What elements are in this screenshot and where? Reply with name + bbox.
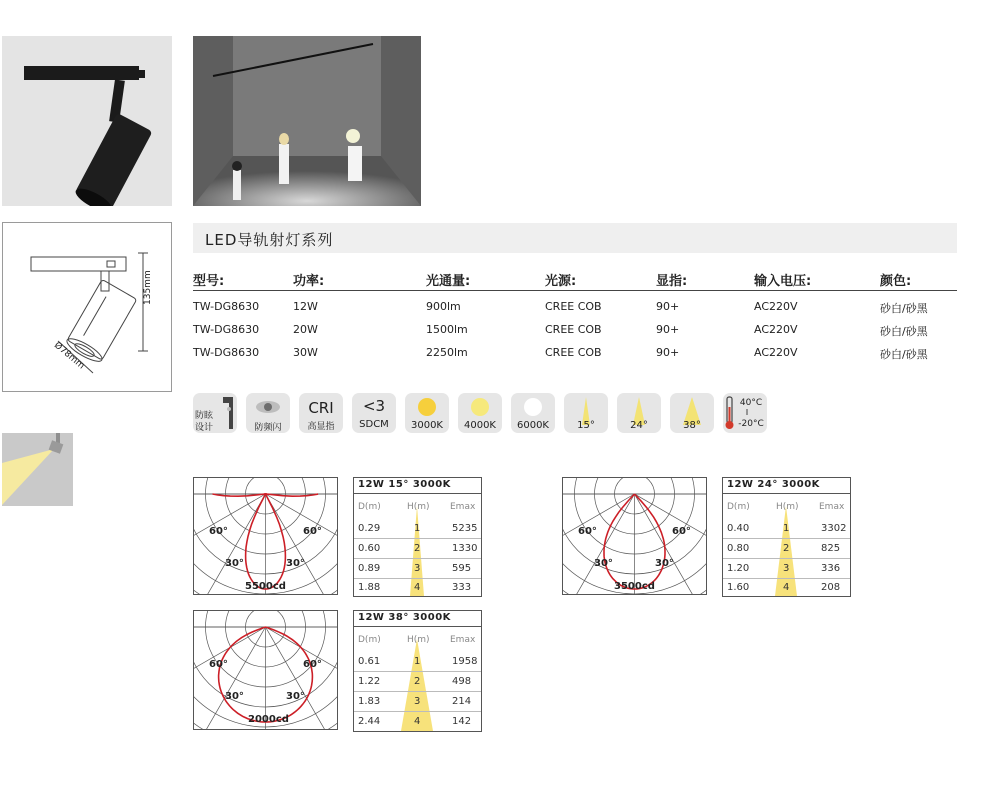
table-cell: 825 (821, 543, 841, 554)
header-color: 颜色: (880, 274, 912, 289)
cct-4000k-label: 4000K (463, 420, 496, 431)
table-cell: 336 (821, 563, 841, 574)
track-spotlight-image (2, 36, 172, 206)
table-cell: 2 (783, 543, 790, 554)
polar-chart-15 (193, 477, 338, 595)
angle-label: 60° (303, 526, 322, 537)
cct-3000k-label: 3000K (410, 420, 443, 431)
cri-subtitle: 高显指 (307, 422, 335, 432)
table-rule (354, 691, 481, 692)
table-cell: 1958 (452, 656, 478, 667)
spec-divider (193, 290, 957, 291)
photometric-table-24 (722, 477, 851, 597)
cell-cri: 90+ (656, 323, 680, 336)
header-model: 型号: (193, 274, 225, 289)
cell-source: CREE COB (545, 346, 602, 359)
temp-high-label: 40°C (739, 398, 763, 408)
table-rule (723, 578, 850, 579)
angle-label: 30° (594, 558, 613, 569)
cell-source: CREE COB (545, 300, 602, 313)
header-power: 功率: (293, 274, 325, 289)
beam-15-label: 15° (577, 420, 595, 431)
column-header: Emax (450, 502, 476, 512)
beam-15-badge (564, 393, 608, 433)
photometric-title: 12W 38° 3000K (358, 612, 451, 623)
photometric-title: 12W 24° 3000K (727, 479, 820, 490)
column-header: D(m) (727, 502, 750, 512)
temperature-badge (723, 393, 767, 433)
photometric-table-15 (353, 477, 482, 597)
header-cri: 显指: (656, 274, 688, 289)
series-title-bar (193, 223, 957, 253)
header-source: 光源: (545, 274, 577, 289)
table-rule (354, 558, 481, 559)
light-beam-image (2, 433, 73, 506)
table-cell: 1 (414, 656, 421, 667)
cell-cri: 90+ (656, 300, 680, 313)
table-cell: 5235 (452, 523, 478, 534)
table-cell: 0.29 (358, 523, 381, 534)
table-cell: 208 (821, 582, 841, 593)
cell-lumen: 1500lm (426, 323, 468, 336)
column-header: Emax (819, 502, 845, 512)
peak-intensity-label: 3500cd (614, 581, 655, 592)
cell-power: 20W (293, 323, 318, 336)
header-voltage: 输入电压: (754, 274, 812, 289)
cct-6000k-label: 6000K (516, 420, 549, 431)
table-cell: 1.20 (727, 563, 750, 574)
cct-3000k-badge (405, 393, 449, 433)
column-header: D(m) (358, 502, 381, 512)
angle-label: 60° (578, 526, 597, 537)
photometric-table-38 (353, 610, 482, 732)
dimension-sketch (3, 223, 171, 391)
cell-color: 砂白/砂黑 (880, 325, 928, 338)
cell-voltage: AC220V (754, 323, 798, 336)
table-cell: 1.83 (358, 696, 381, 707)
table-rule (354, 538, 481, 539)
table-cell: 4 (414, 582, 421, 593)
table-cell: 1330 (452, 543, 478, 554)
angle-label: 60° (209, 526, 228, 537)
cell-cri: 90+ (656, 346, 680, 359)
cell-color: 砂白/砂黑 (880, 302, 928, 315)
table-cell: 4 (783, 582, 790, 593)
series-title: LED导轨射灯系列 (205, 231, 334, 249)
table-cell: 142 (452, 716, 472, 727)
polar-diagram (193, 610, 338, 730)
table-rule (354, 711, 481, 712)
polar-chart-38 (193, 610, 338, 730)
cell-model: TW-DG8630 (193, 300, 260, 313)
table-cell: 2 (414, 543, 421, 554)
anti-flicker-badge (246, 393, 290, 433)
table-cell: 1 (414, 523, 421, 534)
table-cell: 3 (783, 563, 790, 574)
peak-intensity-label: 5500cd (245, 581, 286, 592)
table-rule (354, 578, 481, 579)
cri-badge (299, 393, 343, 433)
beam-illustration (2, 433, 73, 506)
scene-image (193, 36, 421, 206)
beam-38-badge (670, 393, 714, 433)
column-header: D(m) (358, 635, 381, 645)
table-cell: 0.40 (727, 523, 750, 534)
angle-label: 60° (303, 659, 322, 670)
table-cell: 2.44 (358, 716, 381, 727)
beam-24-label: 24° (630, 420, 648, 431)
table-cell: 1.88 (358, 582, 381, 593)
header-lumen: 光通量: (426, 274, 471, 289)
photometric-title: 12W 15° 3000K (358, 479, 451, 490)
cct-6000k-badge (511, 393, 555, 433)
polar-chart-24 (562, 477, 707, 595)
cell-lumen: 2250lm (426, 346, 468, 359)
table-cell: 0.60 (358, 543, 381, 554)
dimension-drawing (2, 222, 172, 392)
table-cell: 214 (452, 696, 472, 707)
angle-label: 30° (655, 558, 674, 569)
table-cell: 498 (452, 676, 472, 687)
height-dimension-label: 135mm (143, 270, 153, 305)
sdcm-value: <3 (362, 397, 386, 415)
diameter-dimension-label: Ø78mm (52, 340, 87, 372)
gallery-scene-photo (193, 36, 421, 206)
angle-label: 30° (225, 691, 244, 702)
peak-intensity-label: 2000cd (248, 714, 289, 725)
cell-lumen: 900lm (426, 300, 461, 313)
cell-voltage: AC220V (754, 346, 798, 359)
table-cell: 3 (414, 563, 421, 574)
cell-model: TW-DG8630 (193, 346, 260, 359)
table-rule (723, 538, 850, 539)
table-cell: 3302 (821, 523, 847, 534)
column-header: H(m) (776, 502, 799, 512)
angle-label: 60° (209, 659, 228, 670)
table-cell: 1.60 (727, 582, 750, 593)
sdcm-badge (352, 393, 396, 433)
anti-glare-line2: 设计 (194, 423, 213, 433)
angle-label: 30° (225, 558, 244, 569)
cell-source: CREE COB (545, 323, 602, 336)
table-cell: 3 (414, 696, 421, 707)
anti-flicker-label: 防频闪 (254, 423, 282, 433)
anti-glare-line1: 防眩 (194, 411, 213, 421)
table-rule (354, 671, 481, 672)
table-cell: 0.89 (358, 563, 381, 574)
beam-24-badge (617, 393, 661, 433)
table-rule (723, 558, 850, 559)
column-header: H(m) (407, 502, 430, 512)
temp-low-label: -20°C (738, 419, 764, 429)
anti-glare-badge (193, 393, 237, 433)
cct-4000k-badge (458, 393, 502, 433)
cell-power: 30W (293, 346, 318, 359)
table-cell: 1.22 (358, 676, 381, 687)
column-header: H(m) (407, 635, 430, 645)
sdcm-label: SDCM (359, 419, 389, 430)
cell-model: TW-DG8630 (193, 323, 260, 336)
table-cell: 4 (414, 716, 421, 727)
product-photo (2, 36, 172, 206)
cri-title: CRI (308, 399, 334, 417)
cell-voltage: AC220V (754, 300, 798, 313)
table-cell: 333 (452, 582, 472, 593)
cell-color: 砂白/砂黑 (880, 348, 928, 361)
column-header: Emax (450, 635, 476, 645)
table-cell: 2 (414, 676, 421, 687)
table-cell: 0.80 (727, 543, 750, 554)
table-cell: 1 (783, 523, 790, 534)
beam-38-label: 38° (683, 420, 701, 431)
angle-label: 60° (672, 526, 691, 537)
table-cell: 0.61 (358, 656, 381, 667)
angle-label: 30° (286, 558, 305, 569)
cell-power: 12W (293, 300, 318, 313)
table-cell: 595 (452, 563, 472, 574)
angle-label: 30° (286, 691, 305, 702)
